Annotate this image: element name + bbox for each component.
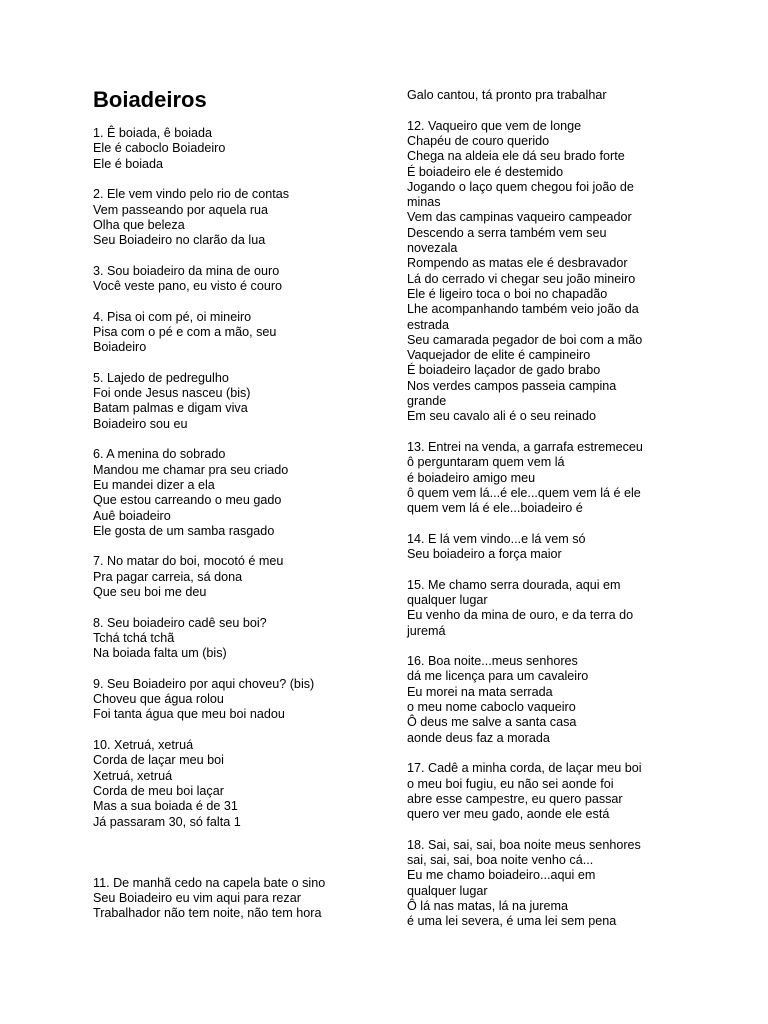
lyric-line: Chega na aldeia ele dá seu brado forte: [407, 149, 625, 164]
lyric-line: Lá do cerrado vi chegar seu joão mineiro: [407, 271, 636, 286]
lyric-line: Pisa com o pé e com a mão, seu: [93, 324, 277, 339]
lyric-line: grande: [407, 394, 447, 408]
lyric-line: Seu boiadeiro a força maior: [407, 547, 562, 561]
lyric-line: Eu venho da mina de ouro, e da terra do: [407, 608, 634, 623]
lyric-line: 15. Me chamo serra dourada, aqui em: [407, 577, 621, 592]
lyric-line: É boiadeiro ele é destemido: [407, 164, 564, 179]
lyric-line: É boiadeiro laçador de gado brabo: [407, 363, 601, 378]
lyric-line: é uma lei severa, é uma lei sem pena: [407, 914, 617, 929]
lyric-line: Trabalhador não tem noite, não tem hora: [93, 906, 322, 921]
lyric-line: Tchá tchá tchã: [93, 630, 175, 645]
lyric-line: Olha que beleza: [93, 217, 185, 232]
lyric-line: Eu me chamo boiadeiro...aqui em: [407, 868, 596, 883]
lyric-line: Já passaram 30, só falta 1: [93, 814, 241, 829]
lyric-line: qualquer lugar: [407, 883, 488, 898]
lyric-line: Seu Boiadeiro eu vim aqui para rezar: [93, 891, 301, 905]
lyric-line: Chapéu de couro querido: [407, 133, 550, 148]
lyric-line: qualquer lugar: [407, 592, 488, 607]
lyric-line: dá me licença para um cavaleiro: [407, 669, 589, 684]
lyric-line: 10. Xetruá, xetruá: [93, 738, 194, 752]
lyric-line: Pra pagar carreia, sá dona: [93, 569, 243, 584]
lyric-line: 2. Ele vem vindo pelo rio de contas: [93, 187, 290, 202]
lyric-line: Ele gosta de um samba rasgado: [93, 523, 275, 538]
lyric-line: Boiadeiro: [93, 340, 147, 355]
lyric-line: Você veste pano, eu visto é couro: [93, 279, 283, 293]
lyric-line: novezala: [407, 241, 458, 255]
lyric-line: estrada: [407, 317, 450, 332]
lyric-line: sai, sai, sai, boa noite venho cá...: [407, 853, 594, 867]
lyric-line: Em seu cavalo ali é o seu reinado: [407, 409, 597, 424]
lyric-line: Choveu que água rolou: [93, 692, 224, 707]
lyric-line: Seu Boiadeiro no clarão da lua: [93, 233, 266, 248]
lyric-line: é boiadeiro amigo meu: [407, 470, 536, 485]
lyric-line: o meu boi fugiu, eu não sei aonde foi: [407, 776, 614, 791]
lyric-line: Que seu boi me deu: [93, 585, 207, 599]
lyric-line: Batam palmas e digam viva: [93, 401, 248, 416]
lyric-line: Ô lá nas matas, lá na jurema: [407, 898, 568, 913]
lyric-line: Rompendo as matas ele é desbravador: [407, 256, 628, 271]
lyric-line: Mandou me chamar pra seu criado: [93, 462, 289, 477]
lyric-line: Seu camarada pegador de boi com a mão: [407, 332, 643, 347]
document-title: Boiadeiros: [93, 87, 207, 112]
lyric-line: 1. Ê boiada, ê boiada: [93, 126, 213, 140]
lyric-line: 18. Sai, sai, sai, boa noite meus senhores: [407, 837, 641, 852]
lyric-line: Foi tanta água que meu boi nadou: [93, 707, 285, 722]
lyric-line: Galo cantou, tá pronto pra trabalhar: [407, 88, 607, 102]
lyric-line: 13. Entrei na venda, a garrafa estremeceu: [407, 439, 643, 454]
lyric-line: minas: [407, 195, 441, 210]
lyric-line: Mas a sua boiada é de 31: [93, 799, 238, 814]
lyric-line: Foi onde Jesus nasceu (bis): [93, 386, 251, 401]
lyric-line: 16. Boa noite...meus senhores: [407, 654, 578, 669]
lyric-line: 3. Sou boiadeiro da mina de ouro: [93, 263, 280, 278]
lyric-line: Nos verdes campos passeia campina: [407, 378, 617, 393]
lyric-line: ô quem vem lá...é ele...quem vem lá é ele: [407, 485, 641, 500]
lyric-line: 6. A menina do sobrado: [93, 447, 226, 462]
lyric-line: Vem passeando por aquela rua: [93, 202, 269, 217]
lyric-line: 11. De manhã cedo na capela bate o sino: [93, 875, 326, 890]
lyric-line: 5. Lajedo de pedregulho: [93, 370, 229, 385]
lyric-line: Corda de laçar meu boi: [93, 753, 224, 768]
lyric-line: Ele é ligeiro toca o boi no chapadão: [407, 286, 608, 301]
lyric-line: Lhe acompanhando também veio joão da: [407, 302, 639, 317]
lyric-line: Na boiada falta um (bis): [93, 646, 227, 661]
lyric-line: 4. Pisa oi com pé, oi mineiro: [93, 309, 252, 324]
lyric-line: Vaquejador de elite é campineiro: [407, 348, 591, 363]
lyric-line: Corda de meu boi laçar: [93, 783, 224, 798]
lyric-line: Auê boiadeiro: [93, 508, 171, 523]
lyric-line: abre esse campestre, eu quero passar: [407, 791, 623, 806]
lyric-line: juremá: [407, 623, 446, 638]
lyric-line: Ele é caboclo Boiadeiro: [93, 141, 226, 156]
lyric-line: 12. Vaqueiro que vem de longe: [407, 118, 582, 133]
lyric-line: ô perguntaram quem vem lá: [407, 455, 565, 470]
lyric-line: Ele é boiada: [93, 156, 164, 171]
lyric-line: aonde deus faz a morada: [407, 730, 550, 745]
lyric-line: Que estou carreando o meu gado: [93, 493, 282, 508]
lyric-line: Jogando o laço quem chegou foi joão de: [407, 179, 634, 194]
lyric-line: 7. No matar do boi, mocotó é meu: [93, 554, 284, 569]
lyric-line: 17. Cadê a minha corda, de laçar meu boi: [407, 761, 642, 776]
lyric-line: Eu morei na mata serrada: [407, 684, 553, 699]
lyric-line: Vem das campinas vaqueiro campeador: [407, 210, 632, 225]
lyric-line: o meu nome caboclo vaqueiro: [407, 700, 576, 714]
lyric-line: Boiadeiro sou eu: [93, 416, 188, 431]
lyric-line: Descendo a serra também vem seu: [407, 225, 607, 240]
lyric-line: Eu mandei dizer a ela: [93, 477, 215, 492]
lyric-line: Ô deus me salve a santa casa: [407, 715, 577, 730]
lyric-line: quem vem lá é ele...boiadeiro é: [407, 501, 583, 516]
lyric-line: 8. Seu boiadeiro cadê seu boi?: [93, 615, 267, 630]
lyric-line: 14. E lá vem vindo...e lá vem só: [407, 531, 586, 546]
lyric-line: quero ver meu gado, aonde ele está: [407, 807, 610, 822]
lyric-line: 9. Seu Boiadeiro por aqui choveu? (bis): [93, 676, 315, 691]
lyric-line: Xetruá, xetruá: [93, 768, 173, 783]
